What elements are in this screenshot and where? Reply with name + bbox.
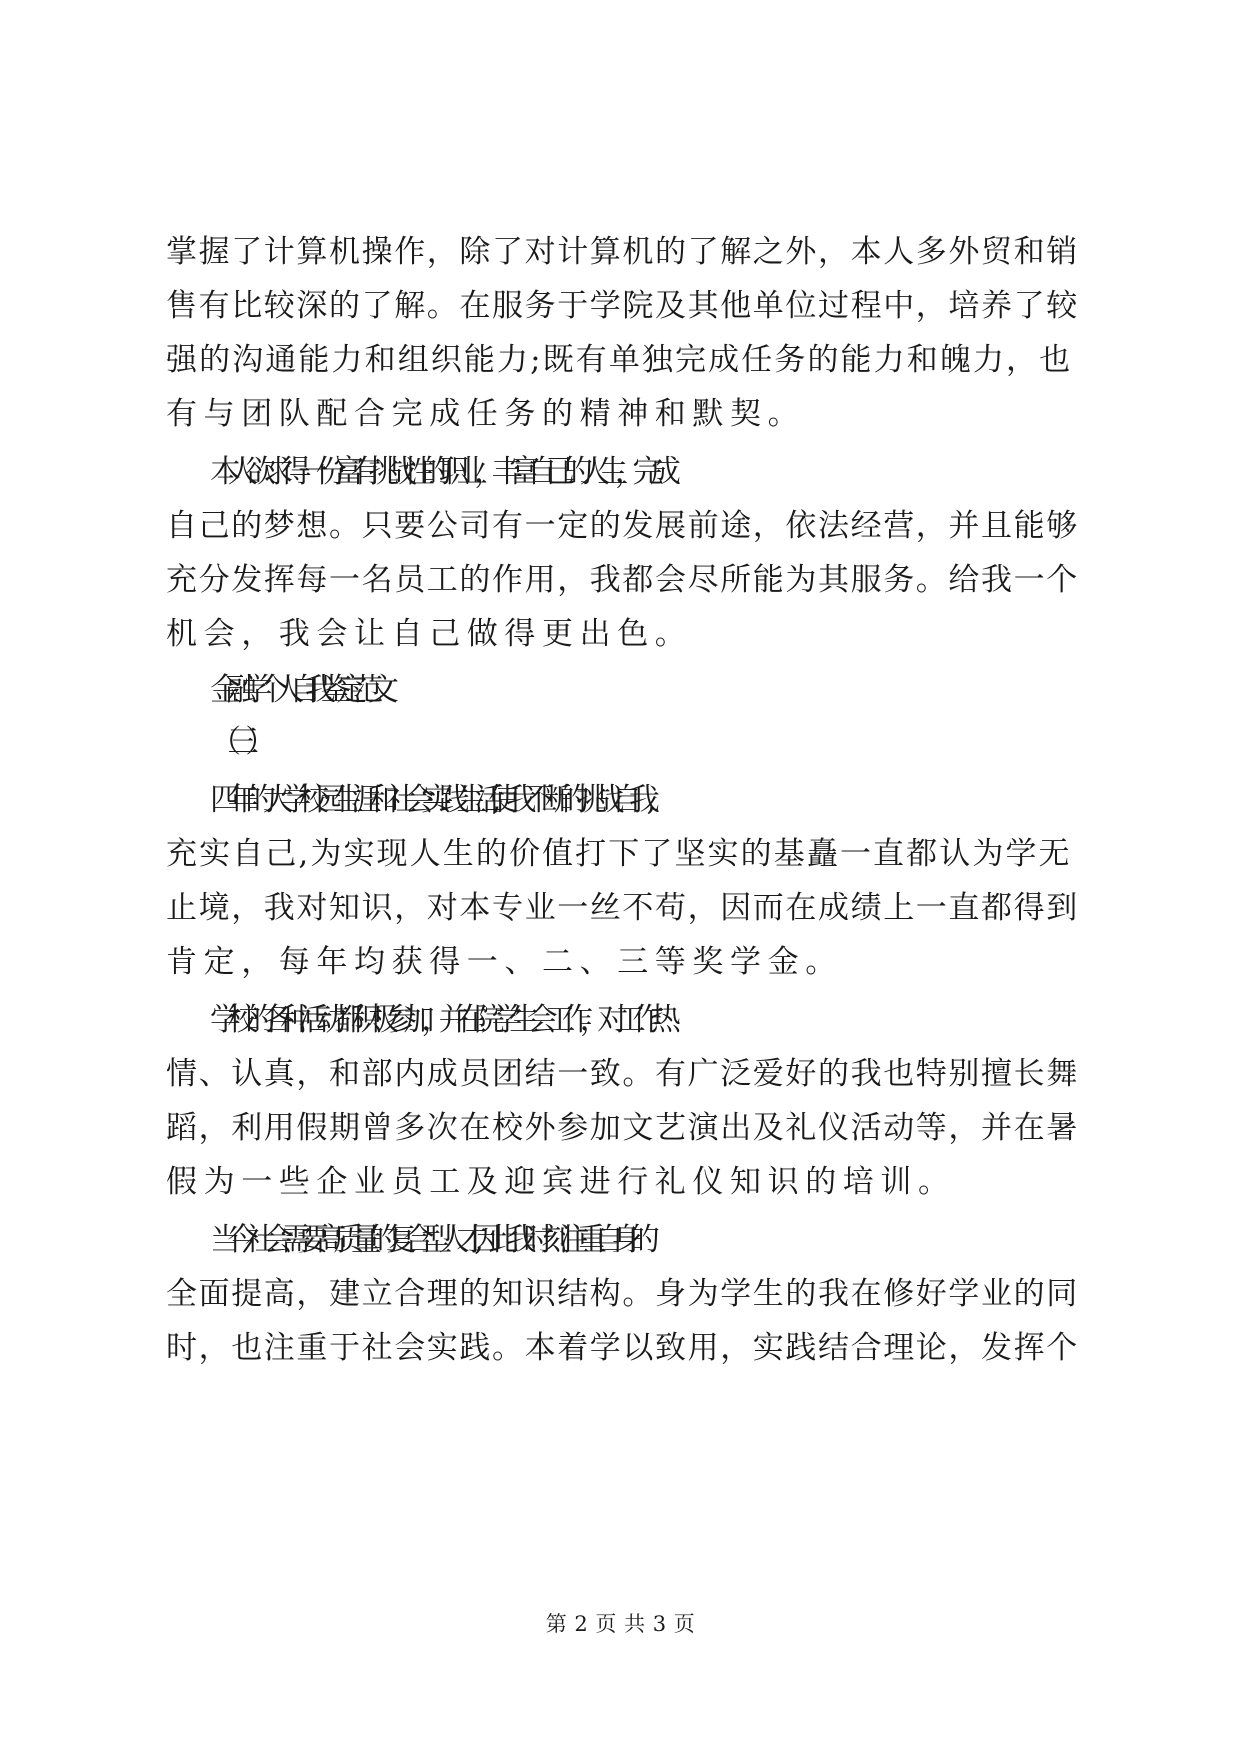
text-line: 肯定，每年均获得一、二、三等奖学金。 bbox=[166, 944, 843, 980]
text-line: 情、认真，和部内成员团结一致。有广泛爱好的我也特别擅长舞 bbox=[166, 1056, 1079, 1092]
text-line: 蹈，利用假期曾多次在校外参加文艺演出及礼仪活动等，并在暑 bbox=[166, 1110, 1079, 1146]
text-line: 掌握了计算机操作，除了对计算机的了解之外，本人多外贸和销 bbox=[166, 234, 1079, 270]
paragraph-first-line: 本人欲求得一份富有挑战性的职业，丰富自己的人生，完成 bbox=[210, 454, 668, 490]
text-line: 时，也注重于社会实践。本着学以致用，实践结合理论，发挥个 bbox=[166, 1330, 1079, 1366]
text-line: 充实自己,为实现人生的价值打下了坚实的基矗一直都认为学无 bbox=[166, 836, 1072, 872]
text-line: 充分发挥每一名员工的作用，我都会尽所能为其服务。给我一个 bbox=[166, 562, 1079, 598]
paragraph-first-line: 当今社会需要高质量的复合型人才,因此我时刻注重自身的 bbox=[210, 1222, 647, 1258]
text-line: 强的沟通能力和组织能力;既有单独完成任务的能力和魄力，也 bbox=[166, 342, 1073, 378]
section-heading: 金融学个人自我鉴定范文 bbox=[210, 672, 384, 708]
text-line: 全面提高，建立合理的知识结构。身为学生的我在修好学业的同 bbox=[166, 1276, 1079, 1312]
text-line: 售有比较深的了解。在服务于学院及其他单位过程中，培养了较 bbox=[166, 288, 1079, 324]
text-line: 有与团队配合完成任务的精神和默契。 bbox=[166, 396, 806, 432]
paragraph-first-line: 学校的各种活动都积极参加，并在院学生会工作，对工作热 bbox=[210, 1002, 668, 1038]
page-indicator: 第 2 页 共 3 页 bbox=[545, 1612, 696, 1636]
text-line: 止境，我对知识，对本专业一丝不苟，因而在成绩上一直都得到 bbox=[166, 890, 1079, 926]
text-line: 自己的梦想。只要公司有一定的发展前途，依法经营，并且能够 bbox=[166, 508, 1079, 544]
section-number: （三） bbox=[210, 724, 263, 760]
paragraph-first-line: 四年的大学校园生涯和社会实践生活,使我不断的挑战自我, bbox=[210, 782, 643, 818]
text-line: 假为一些企业员工及迎宾进行礼仪知识的培训。 bbox=[166, 1164, 956, 1200]
text-line: 机会，我会让自己做得更出色。 bbox=[166, 616, 693, 652]
